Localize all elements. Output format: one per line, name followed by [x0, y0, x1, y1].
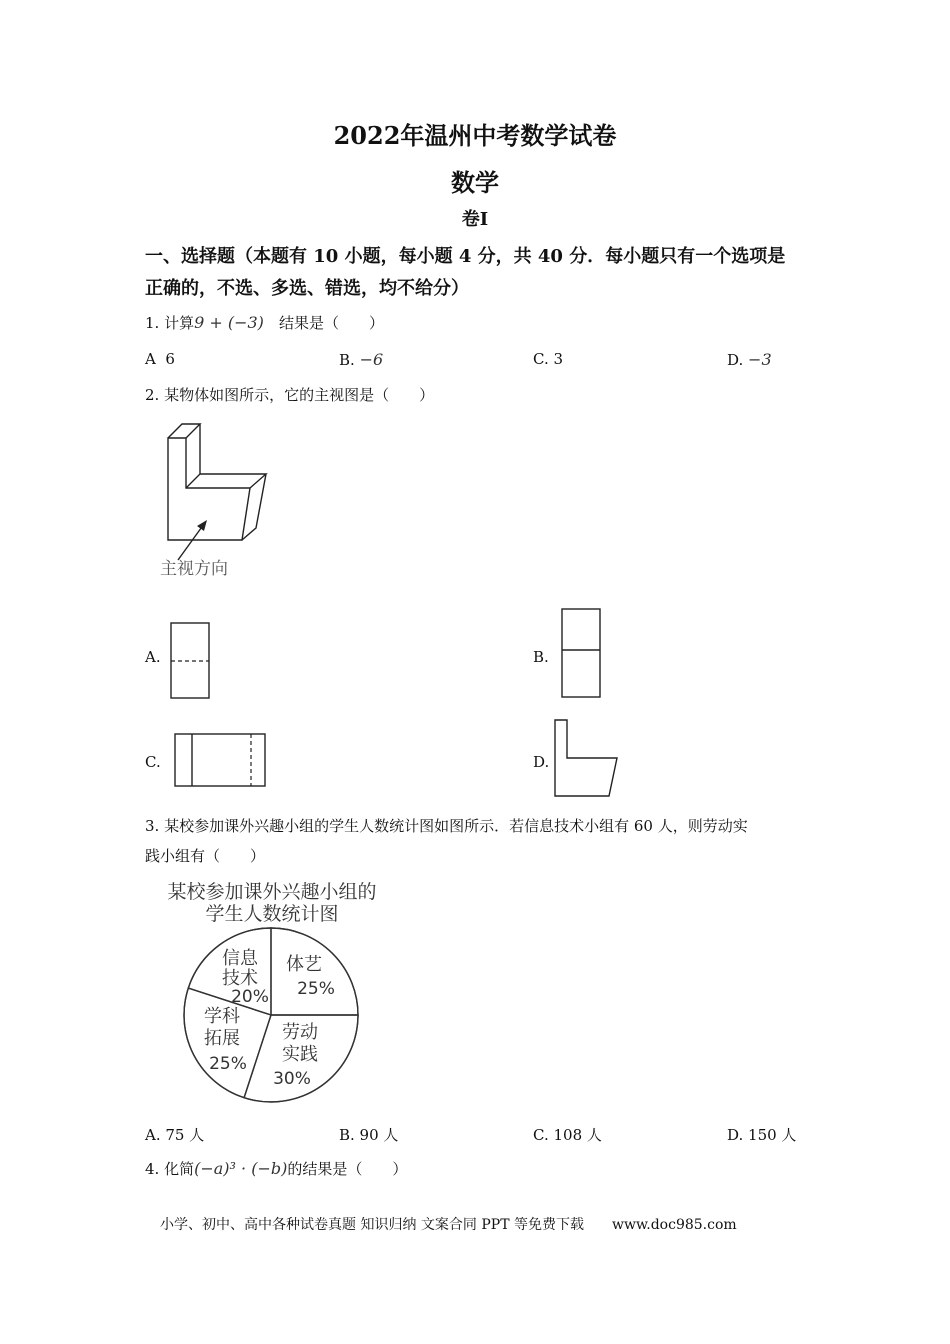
slice-label-subject-2: 拓展	[204, 1028, 240, 1049]
q2-option-c-label[interactable]: C.	[145, 753, 161, 771]
q4-stem	[145, 1158, 407, 1179]
exam-title: 2022年温州中考数学试卷	[333, 121, 617, 150]
q1-option-c-label: C. 3	[533, 350, 564, 368]
view-direction-arrow	[178, 524, 204, 560]
q1-option-b[interactable]	[339, 350, 383, 369]
q1-expression: 9 + (−3)	[194, 313, 264, 332]
q2-stem: 2. 某物体如图所示，它的主视图是（ ）	[145, 386, 435, 404]
q3-option-b[interactable]: B. 90 人	[339, 1126, 399, 1144]
q1-prefix: 1. 计算	[145, 314, 195, 332]
slice-percent-arts: 25%	[297, 979, 335, 999]
section1-instructions-line2: 正确的，不选、多选、错选，均不给分）	[145, 278, 469, 299]
q1-suffix: 结果是（ ）	[278, 314, 384, 332]
page-footer: 小学、初中、高中各种试卷真题 知识归纳 文案合同 PPT 等免费下载 www.doc985.com	[160, 1217, 737, 1233]
q1-option-b-label: B.	[339, 351, 355, 369]
pie-chart	[150, 876, 400, 1112]
q1-option-d-label: D.	[727, 351, 744, 369]
section1-instructions-line1: 一、选择题（本题有 10 小题，每小题 4 分，共 40 分．每小题只有一个选项是	[145, 246, 786, 267]
volume-heading: 卷Ⅰ	[461, 209, 489, 230]
q3-stem-line1: 3. 某校参加课外兴趣小组的学生人数统计图如图所示．若信息技术小组有 60 人，则劳动实	[145, 817, 748, 835]
q3-option-d[interactable]: D. 150 人	[727, 1126, 797, 1144]
q3-option-a[interactable]: A. 75 人	[145, 1126, 205, 1144]
slice-percent-info-tech: 20%	[231, 987, 269, 1007]
q1-option-d[interactable]	[727, 350, 772, 369]
q2-option-a-figure[interactable]	[170, 622, 212, 700]
q1-option-d-value: −3	[748, 350, 772, 369]
q1-option-a-value: 6	[165, 350, 175, 368]
chart-title-line1: 某校参加课外兴趣小组的	[167, 881, 377, 903]
slice-label-arts: 体艺	[286, 954, 322, 975]
slice-percent-labor: 30%	[273, 1069, 311, 1089]
q1-option-c[interactable]	[533, 350, 563, 368]
subject-heading: 数学	[451, 168, 499, 197]
q4-suffix: 的结果是（ ）	[287, 1160, 408, 1178]
slice-label-labor-1: 劳动	[282, 1022, 318, 1043]
q2-option-b-label[interactable]: B.	[533, 648, 549, 666]
q3-stem-line2: 践小组有（ ）	[145, 847, 266, 865]
chart-title-line2: 学生人数统计图	[205, 903, 339, 925]
q2-option-d-label[interactable]: D.	[533, 753, 550, 771]
q2-object-figure	[150, 418, 280, 586]
q2-option-c-figure[interactable]	[174, 733, 268, 789]
q2-option-a-label[interactable]: A.	[145, 648, 161, 666]
q1-option-b-value: −6	[359, 350, 384, 369]
q2-option-b-figure[interactable]	[561, 608, 603, 700]
q2-option-d-figure[interactable]	[553, 718, 621, 798]
q1-stem	[145, 312, 384, 333]
q4-prefix: 4. 化简	[145, 1160, 195, 1178]
slice-label-info-tech-2: 技术	[222, 968, 258, 989]
slice-label-info-tech-1: 信息	[222, 948, 258, 969]
q1-option-a-label: A	[145, 350, 156, 368]
q4-expression: (−a)³ · (−b)	[194, 1159, 288, 1178]
slice-percent-subject: 25%	[209, 1054, 247, 1074]
q3-option-c[interactable]: C. 108 人	[533, 1126, 602, 1144]
view-direction-label: 主视方向	[160, 559, 228, 579]
q1-option-a[interactable]	[145, 350, 175, 368]
slice-label-labor-2: 实践	[282, 1044, 318, 1065]
slice-label-subject-1: 学科	[204, 1006, 240, 1027]
